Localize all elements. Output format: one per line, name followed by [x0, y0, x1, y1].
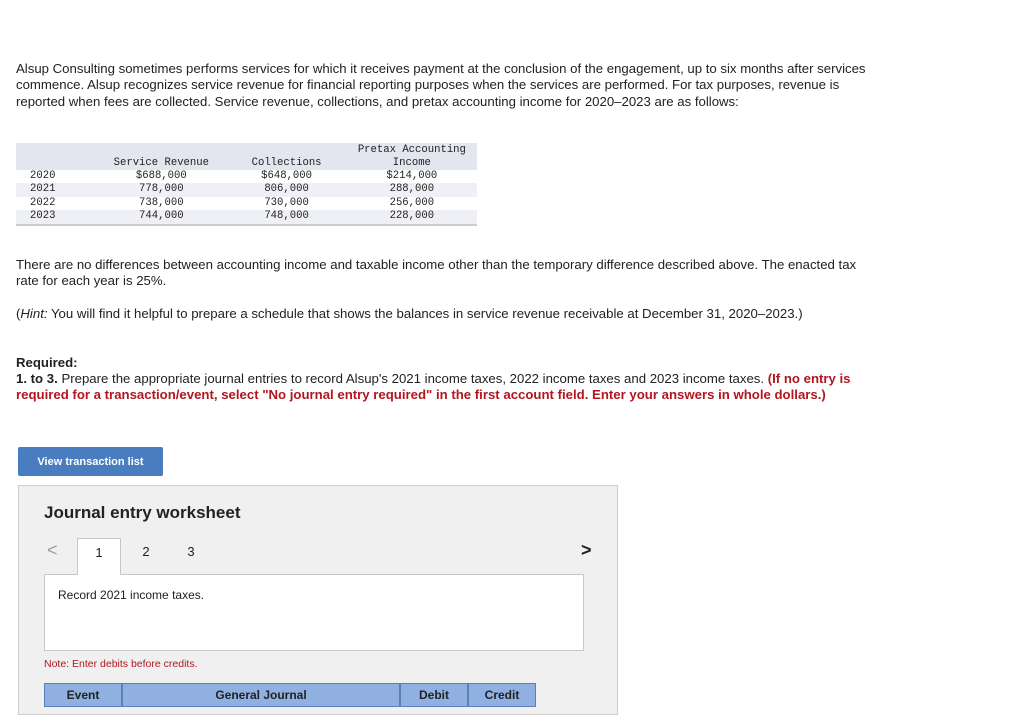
table-row — [16, 197, 477, 210]
pretax-cell: 228,000 — [347, 210, 477, 224]
general-journal-column-header: General Journal — [122, 683, 400, 707]
year-cell: 2022 — [16, 197, 96, 210]
event-column-header: Event — [44, 683, 122, 707]
service-revenue-cell: 744,000 — [96, 210, 226, 224]
service-revenue-cell: $688,000 — [96, 170, 226, 183]
chevron-right-icon[interactable]: > — [581, 540, 592, 560]
pretax-cell: $214,000 — [347, 170, 477, 183]
service-revenue-header: Service Revenue — [96, 143, 226, 170]
year-cell: 2021 — [16, 183, 96, 196]
collections-header: Collections — [226, 143, 346, 170]
year-cell: 2020 — [16, 170, 96, 183]
required-section — [16, 355, 886, 403]
debit-credit-note: Note: Enter debits before credits. — [44, 658, 198, 670]
year-header — [16, 143, 96, 170]
table-row — [16, 210, 477, 224]
collections-cell: 730,000 — [226, 197, 346, 210]
record-description: Record 2021 income taxes. — [58, 588, 205, 602]
hint-text: You will find it helpful to prepare a schedule that shows the balances in service revenue receivable at December 31, 2020–2023.) — [47, 306, 803, 321]
tab-3[interactable]: 3 — [187, 544, 195, 559]
pretax-header-line1: Pretax Accounting — [357, 144, 466, 156]
hint-paragraph — [16, 306, 876, 322]
collections-cell: 748,000 — [226, 210, 346, 224]
pretax-cell: 288,000 — [347, 183, 477, 196]
pretax-header-line2: Income — [392, 157, 431, 169]
debit-column-header: Debit — [400, 683, 468, 707]
required-text: Prepare the appropriate journal entries to record Alsup's 2021 income taxes, 2022 income taxes and 2023 income taxes. — [57, 371, 768, 386]
tax-rate-paragraph: There are no differences between accounting income and taxable income other than the temporary difference described above. The enacted tax rate for each year is 25%. — [16, 257, 857, 288]
journal-table-header — [44, 683, 536, 707]
credit-column-header: Credit — [468, 683, 536, 707]
pretax-income-header — [347, 143, 477, 170]
service-revenue-cell: 738,000 — [96, 197, 226, 210]
record-description-box — [44, 574, 584, 651]
journal-entry-worksheet — [18, 485, 618, 715]
service-revenue-cell: 778,000 — [96, 183, 226, 196]
view-transaction-list-button[interactable]: View transaction list — [18, 447, 163, 476]
table-row — [16, 170, 477, 183]
hint-open-paren: ( — [16, 306, 21, 321]
chevron-left-icon[interactable]: < — [47, 540, 58, 560]
worksheet-title: Journal entry worksheet — [44, 503, 241, 522]
tab-1[interactable]: 1 — [77, 538, 121, 575]
required-instruction: (If no entry is required for a transaction/event, select "No journal entry required" in the first account field. Enter your answers in whole dollars.) — [16, 371, 851, 402]
tab-2[interactable]: 2 — [142, 544, 150, 559]
hint-label: Hint: — [20, 306, 48, 321]
pretax-cell: 256,000 — [347, 197, 477, 210]
collections-cell: 806,000 — [226, 183, 346, 196]
intro-paragraph: Alsup Consulting sometimes performs services for which it receives payment at the conclusion of the engagement, up to six months after services commence. Alsup recognizes service revenue for financial reporting purposes when the services are performed. For tax purposes, revenue is reported when fees are collected. Service revenue, collections, and pretax accounting income for 2020–2023 are as follows: — [16, 61, 866, 109]
collections-cell: $648,000 — [226, 170, 346, 183]
table-header-row — [16, 143, 477, 170]
required-number: 1. to 3. — [16, 371, 58, 386]
revenue-table — [16, 143, 477, 226]
required-title: Required: — [16, 355, 78, 370]
year-cell: 2023 — [16, 210, 96, 224]
table-row — [16, 183, 477, 196]
